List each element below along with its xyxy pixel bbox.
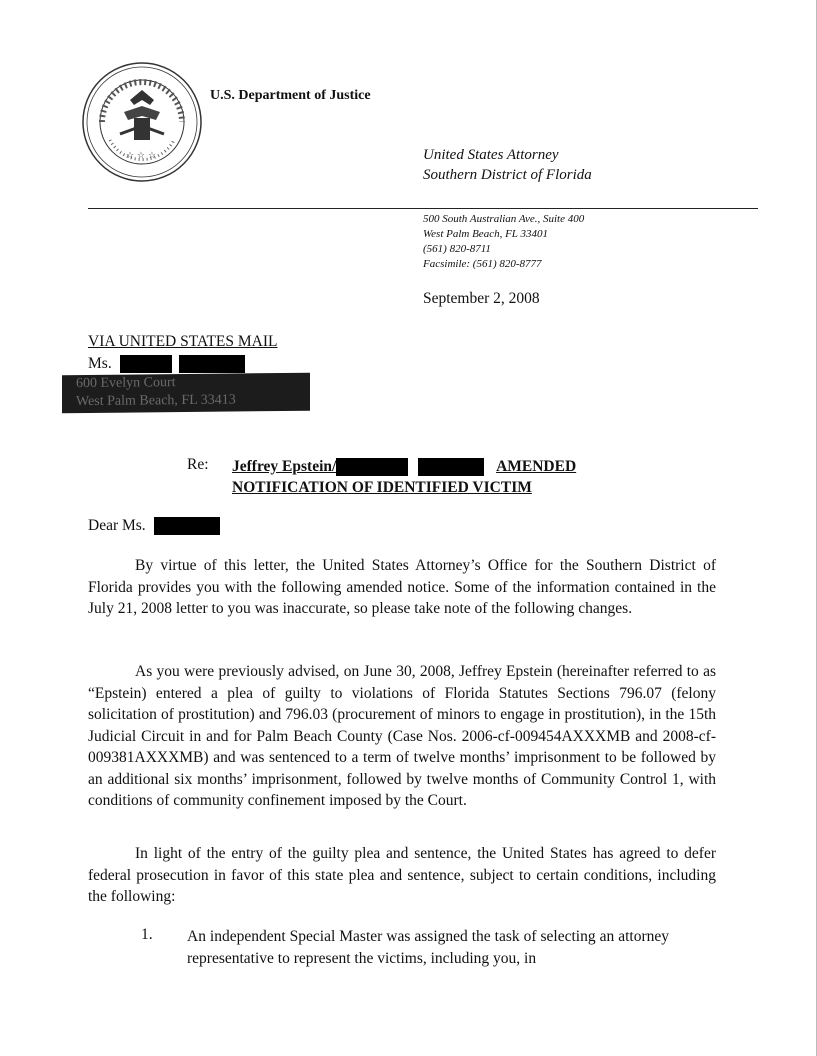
list-item-text: An independent Special Master was assigned the task of selecting an attorney representative to represent the victims, including you, in: [187, 928, 669, 967]
office-name: [423, 145, 592, 185]
subject-amended: AMENDED: [496, 458, 577, 475]
re-label: Re:: [187, 456, 209, 473]
recipient-street: 600 Evelyn Court: [76, 375, 176, 392]
recipient-prefix: Ms.: [88, 355, 112, 372]
doj-seal: [80, 60, 205, 185]
redacted-address: [62, 373, 310, 414]
letter-date: September 2, 2008: [423, 290, 540, 307]
recipient-name: [88, 354, 245, 374]
list-item-number: 1.: [141, 926, 153, 943]
address-street: 500 South Australian Ave., Suite 400: [423, 213, 585, 225]
redaction-block: [418, 458, 484, 476]
redaction-block: [120, 355, 172, 373]
header-divider: [88, 208, 758, 209]
office-line-1: United States Attorney: [423, 147, 559, 163]
address-phone: (561) 820-8711: [423, 243, 491, 255]
salutation-text: Dear Ms.: [88, 517, 146, 534]
subject-line: [232, 456, 576, 498]
salutation: [88, 517, 220, 535]
body-paragraph: As you were previously advised, on June 30, 2008, Jeffrey Epstein (hereinafter referred to as “Epstein) entered a plea of guilty to violations of Florida Statutes Sections 796.07 (felony solicitation of prostitution) and 796.03 (procurement of minors to engage in prostitution), in the 15th Judicial Circuit in and for Palm Beach County (Case Nos. 2006-cf-009454AXXXMB and 2008-cf-009381AXXXMB) and was sentenced to a term of twelve months’ imprisonment to be followed by an additional six months’ imprisonment, followed by twelve months of Community Control 1, with conditions of community confinement imposed by the Court.: [88, 663, 716, 809]
redaction-block: [179, 355, 245, 373]
body-paragraph: By virtue of this letter, the United States Attorney’s Office for the Southern District of Florida provides you with the following amended notice. Some of the information contained in the July 21, 2008 letter to you was inaccurate, so please take note of the following changes.: [88, 557, 716, 617]
agency-name: U.S. Department of Justice: [210, 88, 371, 103]
svg-text:☆ ☆ ☆: ☆ ☆ ☆: [126, 151, 156, 161]
subject-name: Jeffrey Epstein/: [232, 458, 337, 475]
address-fax: Facsimile: (561) 820-8777: [423, 258, 542, 270]
redaction-block: [154, 517, 220, 535]
subject-title: NOTIFICATION OF IDENTIFIED VICTIM: [232, 479, 532, 496]
delivery-method: VIA UNITED STATES MAIL: [88, 333, 278, 350]
address-city: West Palm Beach, FL 33401: [423, 228, 548, 240]
office-line-2: Southern District of Florida: [423, 167, 592, 183]
body-paragraph: In light of the entry of the guilty plea and sentence, the United States has agreed to defer federal prosecution in favor of this state plea and sentence, subject to certain conditions, including the following:: [88, 845, 716, 905]
recipient-city: West Palm Beach, FL 33413: [76, 392, 236, 410]
redaction-block: [336, 458, 408, 476]
office-address: [423, 212, 584, 272]
